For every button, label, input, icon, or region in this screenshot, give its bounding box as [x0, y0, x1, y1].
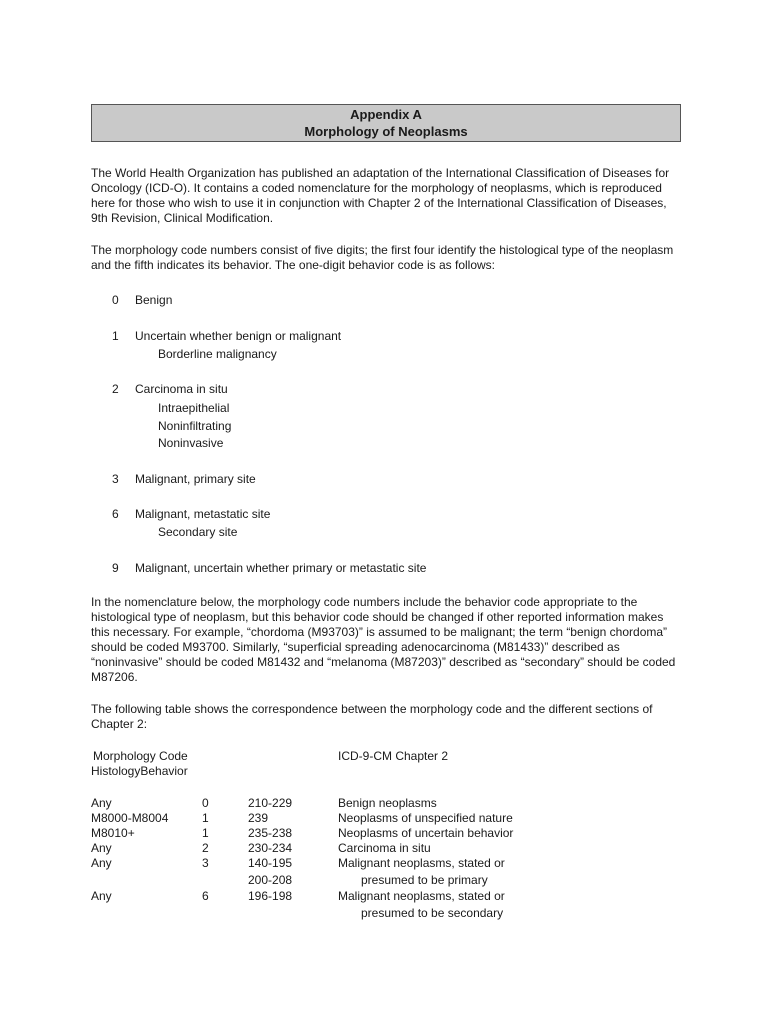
cell-histology: Any	[91, 889, 112, 903]
cell-description: Neoplasms of uncertain behavior	[338, 826, 514, 840]
cell-range: 196-198	[248, 889, 293, 903]
table-row	[91, 906, 681, 921]
behavior-code-number: 3	[112, 472, 119, 486]
appendix-subtitle: Morphology of Neoplasms	[304, 124, 468, 139]
cell-behavior: 6	[202, 889, 209, 903]
table-row	[91, 873, 681, 888]
cell-histology: Any	[91, 796, 112, 810]
cell-range: 235-238	[248, 826, 293, 840]
intro-paragraph: The World Health Organization has published an adaptation of the International Classification of Diseases for Oncology (ICD-O). It contains a coded nomenclature for the morphology of neoplasms, which is reproduced here for those who wish to use it in conjunction with Chapter 2 of the International Classification of Diseases, 9th Revision, Clinical Modification.	[91, 166, 670, 225]
cell-behavior: 1	[202, 826, 209, 840]
cell-histology: Any	[91, 841, 112, 855]
document-page	[91, 104, 681, 920]
behavior-code-label: Uncertain whether benign or malignant	[135, 329, 342, 343]
behavior-code-label: Carcinoma in situ	[135, 382, 228, 396]
cell-description: Carcinoma in situ	[338, 841, 431, 855]
cell-range: 140-195	[248, 856, 293, 870]
cell-description: presumed to be primary	[361, 873, 488, 887]
behavior-code-number: 2	[112, 382, 119, 396]
behavior-code-label: Malignant, uncertain whether primary or metastatic site	[135, 561, 427, 575]
table-intro-paragraph: The following table shows the correspondence between the morphology code and the different sections of Chapter 2:	[91, 702, 653, 731]
behavior-code-number: 1	[112, 329, 119, 343]
cell-behavior: 0	[202, 796, 209, 810]
behavior-code-number: 9	[112, 561, 119, 575]
cell-description: Malignant neoplasms, stated or	[338, 856, 505, 870]
table-row	[91, 889, 681, 904]
appendix-header	[91, 104, 681, 142]
cell-description: Benign neoplasms	[338, 796, 437, 810]
table-row	[91, 841, 681, 856]
behavior-code-sub: Intraepithelial	[158, 401, 230, 415]
cell-range: 230-234	[248, 841, 293, 855]
table-head-morphology: Morphology Code	[93, 749, 188, 763]
table-row	[91, 796, 681, 811]
behavior-code-label: Benign	[135, 293, 173, 307]
cell-description: presumed to be secondary	[361, 906, 504, 920]
behavior-code-label: Malignant, metastatic site	[135, 507, 271, 521]
cell-behavior: 2	[202, 841, 209, 855]
behavior-code-sub: Borderline malignancy	[158, 347, 277, 361]
table-row	[91, 826, 681, 841]
table-row	[91, 856, 681, 871]
cell-histology: M8010+	[91, 826, 135, 840]
behavior-code-sub: Secondary site	[158, 525, 238, 539]
appendix-title: Appendix A	[350, 107, 422, 122]
cell-description: Neoplasms of unspecified nature	[338, 811, 513, 825]
cell-description: Malignant neoplasms, stated or	[338, 889, 505, 903]
nomenclature-paragraph: In the nomenclature below, the morphology code numbers include the behavior code appropriate to the histological type of neoplasm, but this behavior code should be changed if other reported information makes this necessary. For example, “chordoma (M93703)” is assumed to be malignant; the term “benign chordoma” should be coded M93700. Similarly, “superficial spreading adenocarcinoma (M81433)” described as “noninvasive” should be coded M81432 and “melanoma (M87203)” described as “secondary” should be coded M87206.	[91, 595, 676, 684]
cell-histology: M8000-M8004	[91, 811, 169, 825]
cell-histology: Any	[91, 856, 112, 870]
behavior-code-label: Malignant, primary site	[135, 472, 256, 486]
table-head-icd: ICD-9-CM Chapter 2	[338, 749, 449, 763]
cell-range: 210-229	[248, 796, 293, 810]
cell-behavior: 3	[202, 856, 209, 870]
behavior-code-number: 6	[112, 507, 119, 521]
cell-behavior: 1	[202, 811, 209, 825]
cell-range: 239	[248, 811, 269, 825]
digits-paragraph: The morphology code numbers consist of five digits; the first four identify the histological type of the neoplasm and the fifth indicates its behavior. The one-digit behavior code is as follows:	[91, 243, 674, 272]
table-head-histology: HistologyBehavior	[91, 764, 188, 778]
table-row	[91, 811, 681, 826]
cell-range: 200-208	[248, 873, 293, 887]
behavior-code-sub: Noninfiltrating	[158, 419, 232, 433]
behavior-code-number: 0	[112, 293, 119, 307]
behavior-code-sub: Noninvasive	[158, 436, 224, 450]
